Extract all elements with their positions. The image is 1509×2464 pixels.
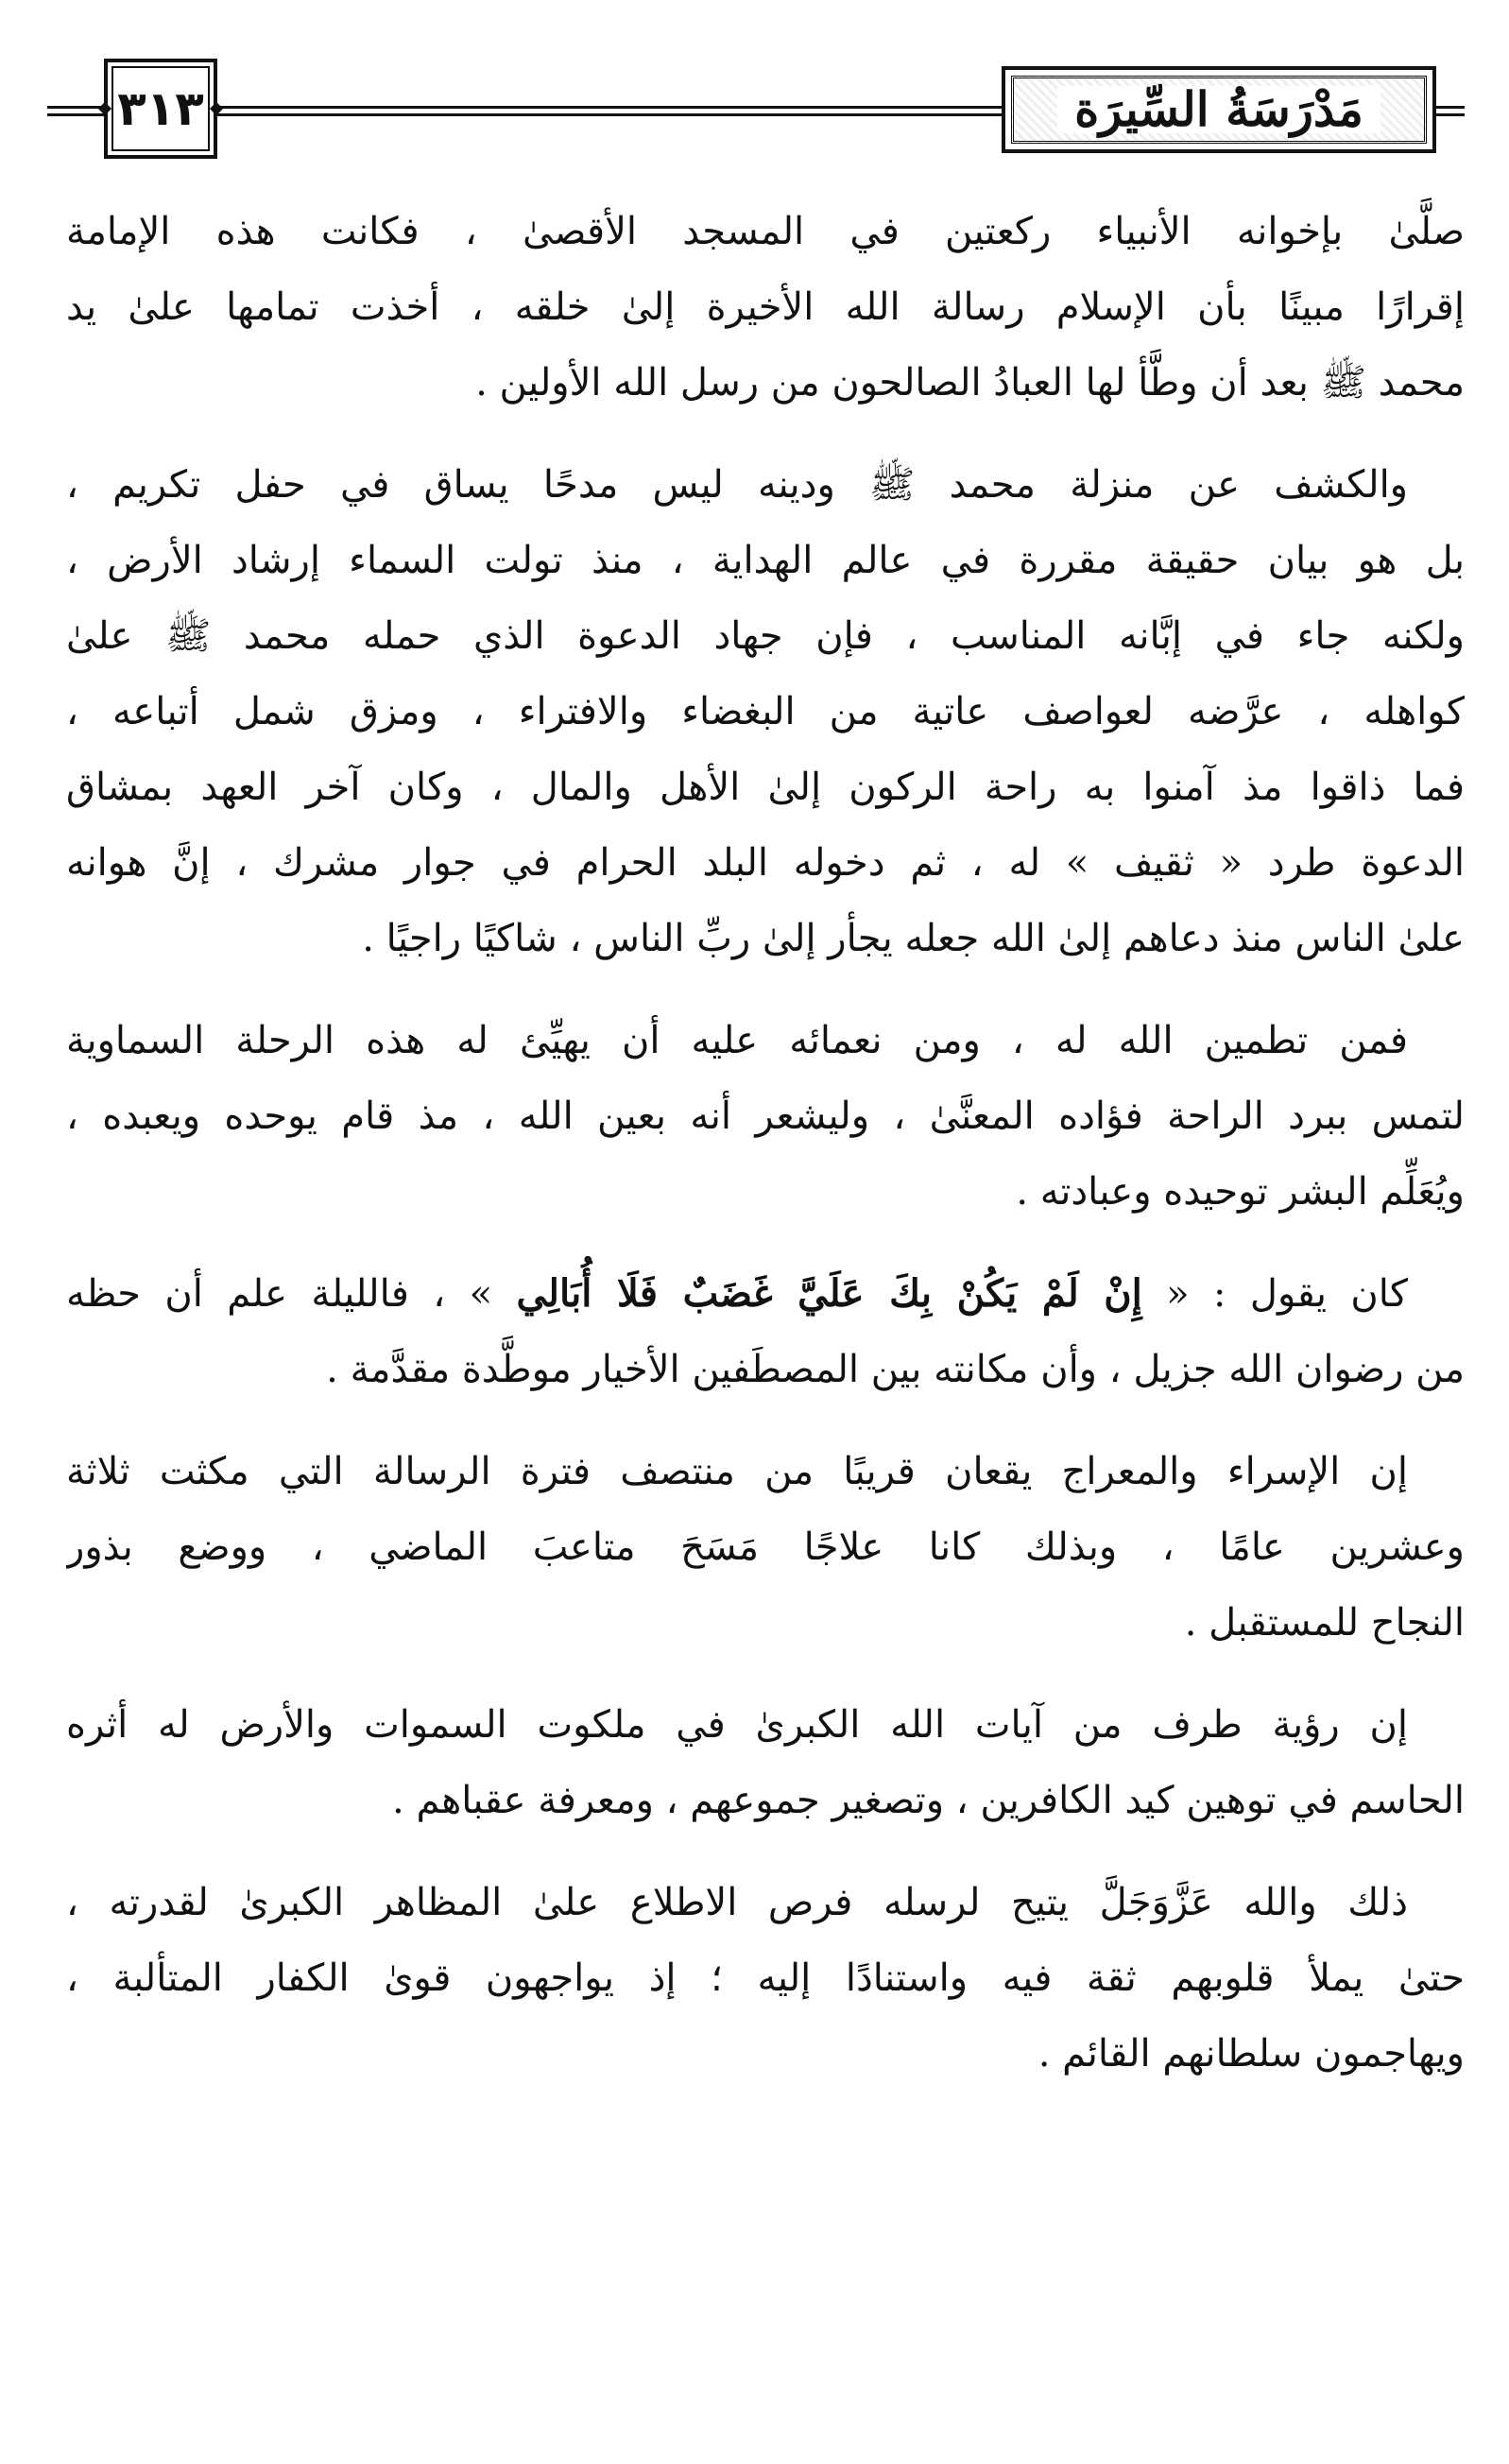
text-line: علىٰ الناس منذ دعاهم إلىٰ الله جعله يجأر إلىٰ ربِّ الناس ، شاكيًا راجيًا .	[362, 917, 1465, 960]
text-line	[66, 1256, 1465, 1332]
quote-suffix: » ، فالليلة علم أن حظه	[66, 1272, 517, 1316]
paragraph-5	[66, 1434, 1465, 1661]
paragraph-7	[66, 1865, 1465, 2092]
paragraph-1	[66, 194, 1465, 421]
text-line: وعشرين عامًا ، وبذلك كانا علاجًا مَسَحَ متاعبَ الماضي ، ووضع بذور	[66, 1525, 1465, 1569]
text-line: إقرارًا مبينًا بأن الإسلام رسالة الله الأخيرة إلىٰ خلقه ، أخذت تمامها علىٰ يد	[66, 285, 1465, 329]
text-line: ولكنه جاء في إبَّانه المناسب ، فإن جهاد الدعوة الذي حمله محمد ﷺ علىٰ	[66, 614, 1465, 658]
text-line: النجاح للمستقبل .	[1184, 1601, 1465, 1645]
book-title-frame	[1002, 66, 1436, 153]
text-line: محمد ﷺ بعد أن وطَّأ لها العبادُ الصالحون من رسل الله الأولين .	[475, 361, 1465, 405]
text-line: ويُعَلِّم البشر توحيده وعبادته .	[1016, 1170, 1465, 1214]
page-number-text: ٣١٣	[117, 81, 204, 136]
text-line: والكشف عن منزلة محمد ﷺ ودينه ليس مدحًا يساق في حفل تكريم ،	[66, 463, 1408, 507]
text-line: فمن تطمين الله له ، ومن نعمائه عليه أن يهيِّئ له هذه الرحلة السماوية	[66, 1019, 1408, 1062]
text-line: ذلك والله عَزَّوَجَلَّ يتيح لرسله فرص الاطلاع علىٰ المظاهر الكبرىٰ لقدرته ،	[66, 1881, 1408, 1924]
paragraph-2	[66, 447, 1465, 976]
text-line: فما ذاقوا مذ آمنوا به راحة الركون إلىٰ الأهل والمال ، وكان آخر العهد بمشاق	[66, 766, 1465, 809]
text-line: إن رؤية طرف من آيات الله الكبرىٰ في ملكوت السموات والأرض له أثره	[66, 1703, 1408, 1747]
text-line: الحاسم في توهين كيد الكافرين ، وتصغير جموعهم ، ومعرفة عقباهم .	[392, 1779, 1465, 1822]
text-line: لتمس ببرد الراحة فؤاده المعنَّىٰ ، وليشعر أنه بعين الله ، مذ قام يوحده ويعبده ،	[66, 1094, 1465, 1138]
paragraph-4	[66, 1256, 1465, 1407]
text-line: بل هو بيان حقيقة مقررة في عالم الهداية ، منذ تولت السماء إرشاد الأرض ،	[66, 539, 1465, 582]
book-title: مَدْرَسَةُ السِّيرَة	[1057, 86, 1380, 133]
text-line: صلَّىٰ بإخوانه الأنبياء ركعتين في المسجد الأقصىٰ ، فكانت هذه الإمامة	[66, 210, 1465, 253]
text-line: حتىٰ يملأ قلوبهم ثقة فيه واستنادًا إليه ؛ إذ يواجهون قوىٰ الكفار المتألبة ،	[66, 1956, 1465, 2000]
text-line: ويهاجمون سلطانهم القائم .	[1037, 2032, 1465, 2076]
header-rule-left	[47, 106, 104, 116]
text-line: كواهله ، عرَّضه لعواصف عاتية من البغضاء والافتراء ، ومزق شمل أتباعه ،	[66, 690, 1465, 733]
hadith-quote: إِنْ لَمْ يَكُنْ بِكَ عَلَيَّ غَضَبٌ فَلَا أُبَالِي	[516, 1271, 1142, 1316]
page-body	[66, 194, 1465, 2118]
quote-prefix: كان يقول : «	[1141, 1272, 1409, 1316]
header-rule-right	[1436, 106, 1465, 116]
paragraph-6	[66, 1687, 1465, 1838]
text-line: من رضوان الله جزيل ، وأن مكانته بين المصطَفين الأخيار موطَّدة مقدَّمة .	[326, 1348, 1465, 1391]
header-rule-middle	[217, 106, 1002, 116]
page-header	[47, 59, 1465, 163]
book-title-ornament	[1011, 76, 1427, 144]
text-line: الدعوة طرد « ثقيف » له ، ثم دخوله البلد الحرام في جوار مشرك ، إنَّ هوانه	[66, 841, 1465, 885]
paragraph-3	[66, 1003, 1465, 1230]
text-line: إن الإسراء والمعراج يقعان قريبًا من منتصف فترة الرسالة التي مكثت ثلاثة	[66, 1450, 1408, 1493]
page-number	[104, 59, 217, 159]
